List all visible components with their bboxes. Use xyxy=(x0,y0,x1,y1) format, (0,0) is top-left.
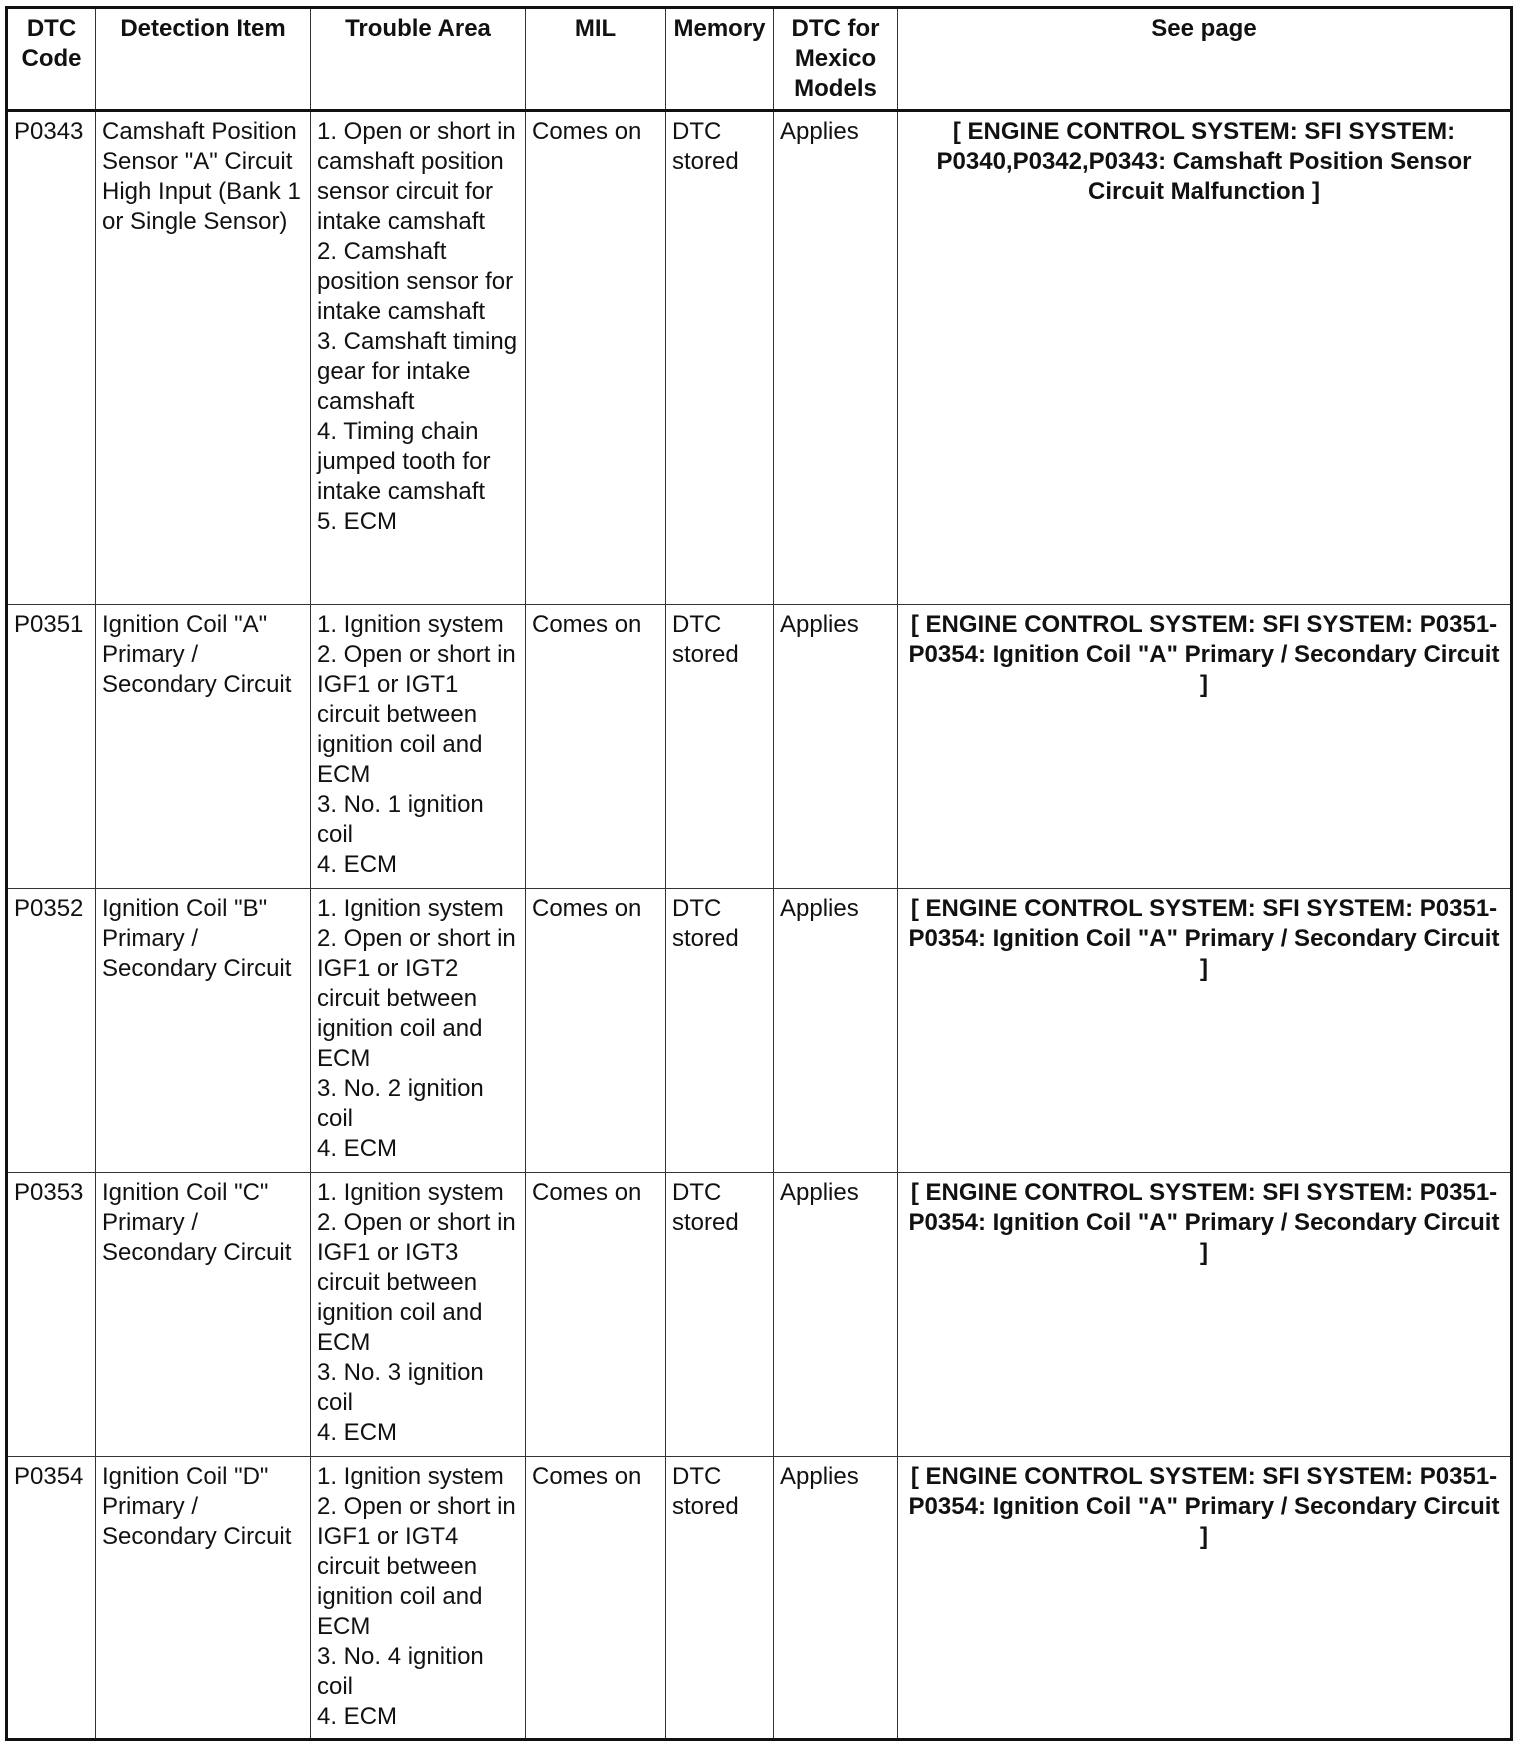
trouble-area-item: 4. Timing chain jumped tooth for intake camshaft xyxy=(317,418,491,505)
trouble-area-cell xyxy=(311,1457,526,1740)
dtc-code-cell: P0354 xyxy=(7,1457,96,1740)
dtc-mexico-cell: Applies xyxy=(774,889,898,1173)
see-page-cell: [ ENGINE CONTROL SYSTEM: SFI SYSTEM: P0351-P0354: Ignition Coil "A" Primary / Secondary Circuit ] xyxy=(898,1457,1512,1740)
header-trouble-area: Trouble Area xyxy=(311,8,526,111)
header-mil: MIL xyxy=(526,8,666,111)
table-row xyxy=(7,605,1512,889)
table-row xyxy=(7,889,1512,1173)
mil-cell: Comes on xyxy=(526,605,666,889)
see-page-cell: [ ENGINE CONTROL SYSTEM: SFI SYSTEM: P0351-P0354: Ignition Coil "A" Primary / Secondary Circuit ] xyxy=(898,605,1512,889)
trouble-area-cell xyxy=(311,605,526,889)
trouble-area-item: 2. Open or short in IGF1 or IGT4 circuit between ignition coil and ECM xyxy=(317,1493,516,1640)
memory-cell: DTC stored xyxy=(666,605,774,889)
trouble-area-item: 4. ECM xyxy=(317,1703,398,1730)
dtc-code-cell: P0351 xyxy=(7,605,96,889)
trouble-area-item: 1. Open or short in camshaft position sensor circuit for intake camshaft xyxy=(317,118,516,235)
mil-cell: Comes on xyxy=(526,1173,666,1457)
detection-item-cell: Camshaft Position Sensor "A" Circuit High Input (Bank 1 or Single Sensor) xyxy=(96,111,311,605)
trouble-area-item: 1. Ignition system xyxy=(317,611,504,638)
trouble-area-item: 2. Camshaft position sensor for intake camshaft xyxy=(317,238,514,325)
memory-cell: DTC stored xyxy=(666,1173,774,1457)
trouble-area-item: 5. ECM xyxy=(317,508,398,535)
table-row xyxy=(7,1173,1512,1457)
table-row xyxy=(7,111,1512,605)
trouble-area-item: 2. Open or short in IGF1 or IGT2 circuit between ignition coil and ECM xyxy=(317,925,516,1072)
trouble-area-item: 3. No. 2 ignition coil xyxy=(317,1075,484,1132)
dtc-mexico-cell: Applies xyxy=(774,1173,898,1457)
see-page-cell: [ ENGINE CONTROL SYSTEM: SFI SYSTEM: P0340,P0342,P0343: Camshaft Position Sensor Circuit Malfunction ] xyxy=(898,111,1512,605)
mil-cell: Comes on xyxy=(526,1457,666,1740)
dtc-mexico-cell: Applies xyxy=(774,605,898,889)
trouble-area-item: 1. Ignition system xyxy=(317,1179,504,1206)
trouble-area-item: 4. ECM xyxy=(317,1135,398,1162)
detection-item-cell: Ignition Coil "D" Primary / Secondary Circuit xyxy=(96,1457,311,1740)
trouble-area-item: 2. Open or short in IGF1 or IGT3 circuit between ignition coil and ECM xyxy=(317,1209,516,1356)
header-dtc-code: DTC Code xyxy=(7,8,96,111)
table-header xyxy=(7,8,1512,111)
trouble-area-cell xyxy=(311,1173,526,1457)
detection-item-cell: Ignition Coil "C" Primary / Secondary Circuit xyxy=(96,1173,311,1457)
trouble-area-item: 3. Camshaft timing gear for intake camshaft xyxy=(317,328,518,415)
header-row xyxy=(7,8,1512,111)
header-dtc-mexico: DTC for Mexico Models xyxy=(774,8,898,111)
trouble-area-item: 4. ECM xyxy=(317,1419,398,1446)
trouble-area-item: 4. ECM xyxy=(317,851,398,878)
trouble-area-item: 1. Ignition system xyxy=(317,1463,504,1490)
mil-cell: Comes on xyxy=(526,111,666,605)
trouble-area-item: 3. No. 3 ignition coil xyxy=(317,1359,484,1416)
trouble-area-item: 1. Ignition system xyxy=(317,895,504,922)
dtc-mexico-cell: Applies xyxy=(774,1457,898,1740)
detection-item-cell: Ignition Coil "A" Primary / Secondary Circuit xyxy=(96,605,311,889)
see-page-cell: [ ENGINE CONTROL SYSTEM: SFI SYSTEM: P0351-P0354: Ignition Coil "A" Primary / Secondary Circuit ] xyxy=(898,1173,1512,1457)
dtc-table xyxy=(5,6,1513,1741)
memory-cell: DTC stored xyxy=(666,111,774,605)
mil-cell: Comes on xyxy=(526,889,666,1173)
dtc-code-cell: P0353 xyxy=(7,1173,96,1457)
trouble-area-cell xyxy=(311,889,526,1173)
memory-cell: DTC stored xyxy=(666,889,774,1173)
dtc-code-cell: P0343 xyxy=(7,111,96,605)
table-body xyxy=(7,111,1512,1740)
detection-item-cell: Ignition Coil "B" Primary / Secondary Circuit xyxy=(96,889,311,1173)
header-detection-item: Detection Item xyxy=(96,8,311,111)
dtc-code-cell: P0352 xyxy=(7,889,96,1173)
table-row xyxy=(7,1457,1512,1740)
memory-cell: DTC stored xyxy=(666,1457,774,1740)
trouble-area-cell xyxy=(311,111,526,605)
dtc-mexico-cell: Applies xyxy=(774,111,898,605)
trouble-area-item: 3. No. 4 ignition coil xyxy=(317,1643,484,1700)
header-memory: Memory xyxy=(666,8,774,111)
trouble-area-item: 2. Open or short in IGF1 or IGT1 circuit between ignition coil and ECM xyxy=(317,641,516,788)
trouble-area-item: 3. No. 1 ignition coil xyxy=(317,791,484,848)
see-page-cell: [ ENGINE CONTROL SYSTEM: SFI SYSTEM: P0351-P0354: Ignition Coil "A" Primary / Secondary Circuit ] xyxy=(898,889,1512,1173)
header-see-page: See page xyxy=(898,8,1512,111)
